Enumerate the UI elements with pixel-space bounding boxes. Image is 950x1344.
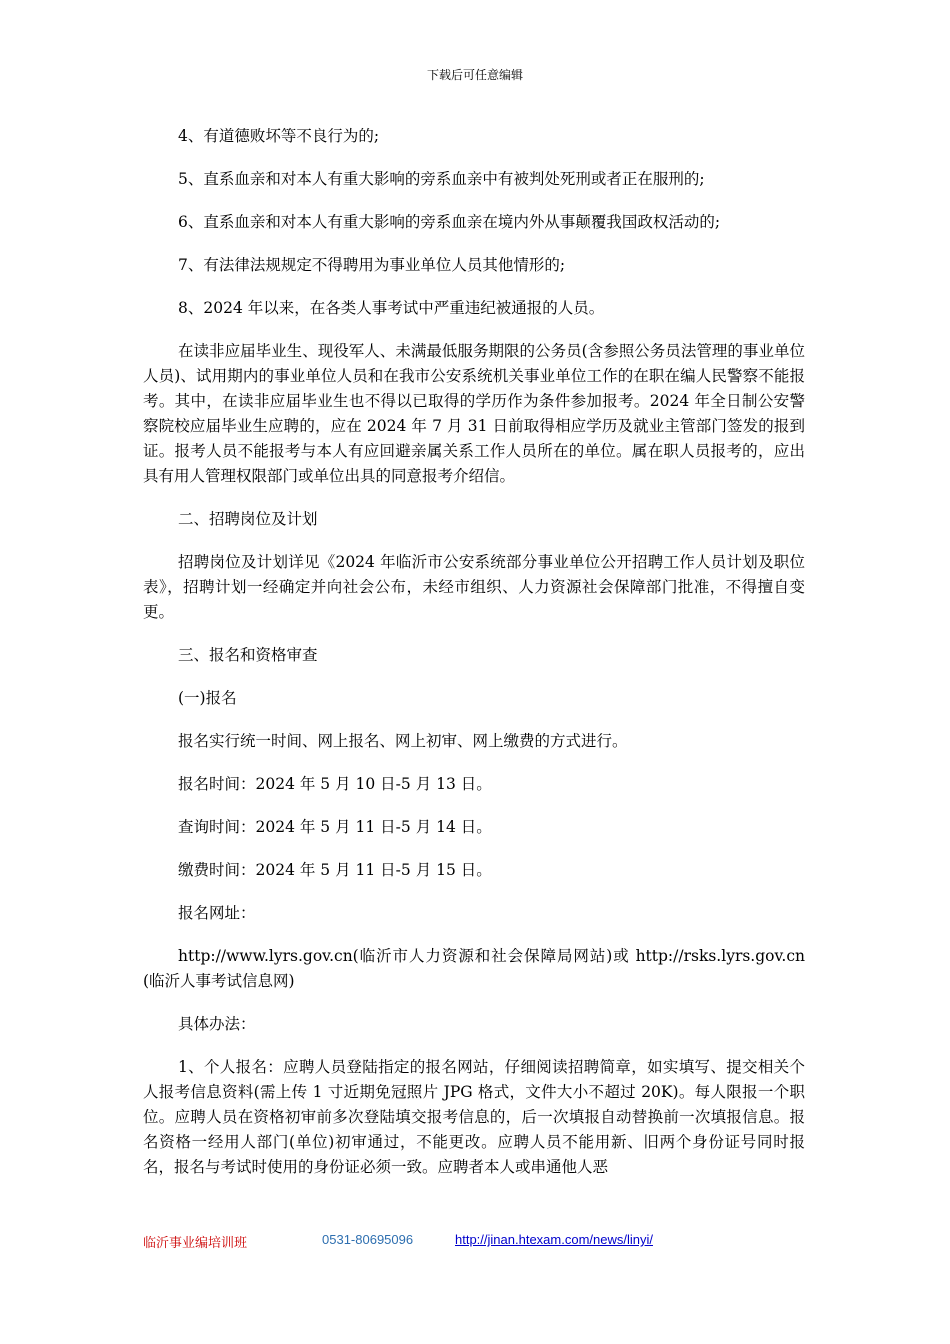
section-heading: 三、报名和资格审查 [178,646,318,664]
paragraph: 8、2024 年以来，在各类人事考试中严重违纪被通报的人员。 [178,299,605,317]
paragraph: 报名实行统一时间、网上报名、网上初审、网上缴费的方式进行。 [178,732,628,750]
subsection-heading: (一)报名 [178,689,237,707]
footer-link[interactable]: http://jinan.htexam.com/news/linyi/ [455,1232,653,1247]
header-note: 下载后可任意编辑 [426,68,523,82]
page-footer [0,1232,950,1252]
paragraph: 5、直系血亲和对本人有重大影响的旁系血亲中有被判处死刑或者正在服刑的; [178,170,705,188]
paragraph: 1、个人报名：应聘人员登陆指定的报名网站，仔细阅读招聘简章，如实填写、提交相关个人报考信息资料(需上传 1 寸近期免冠照片 JPG 格式，文件大小不超过 20K)。每人限报一个职位。应聘人员在资格初审前多次登陆填交报考信息的，后一次填报自动替换前一次填报信息。报名资格一经用人部门(单位)初审通过，不能更改。应聘人员不能用新、旧两个身份证号同时报名，报名与考试时使用的身份证必须一致。应聘者本人或串通他人恶 [143,1058,805,1176]
document-body [143,124,805,1198]
footer-org: 临沂事业编培训班 [143,1236,248,1251]
paragraph: 4、有道德败坏等不良行为的; [178,127,380,145]
paragraph: 报名时间：2024 年 5 月 10 日-5 月 13 日。 [178,775,492,793]
paragraph: 招聘岗位及计划详见《2024 年临沂市公安系统部分事业单位公开招聘工作人员计划及职位表》，招聘计划一经确定并向社会公布，未经市组织、人力资源社会保障部门批准，不得擅自变更。 [143,553,805,621]
footer-phone: 0531-80695096 [322,1232,414,1247]
paragraph: 6、直系血亲和对本人有重大影响的旁系血亲在境内外从事颠覆我国政权活动的; [178,213,721,231]
paragraph: 具体办法： [178,1015,256,1033]
section-heading: 二、招聘岗位及计划 [178,510,318,528]
paragraph: 7、有法律法规规定不得聘用为事业单位人员其他情形的; [178,256,566,274]
paragraph: 缴费时间：2024 年 5 月 11 日-5 月 15 日。 [178,861,492,879]
paragraph: 查询时间：2024 年 5 月 11 日-5 月 14 日。 [178,818,492,836]
paragraph: 在读非应届毕业生、现役军人、未满最低服务期限的公务员(含参照公务员法管理的事业单位人员)、试用期内的事业单位人员和在我市公安系统机关事业单位工作的在职在编人民警察不能报考。其中，在读非应届毕业生也不得以已取得的学历作为条件参加报考。2024 年全日制公安警察院校应届毕业生应聘的，应在 2024 年 7 月 31 日前取得相应学历及就业主管部门签发的报到证。报考人员不能报考与本人有应回避亲属关系工作人员所在的单位。属在职人员报考的，应出具有用人管理权限部门或单位出具的同意报考介绍信。 [143,342,805,485]
paragraph: 报名网址： [178,904,256,922]
paragraph: http://www.lyrs.gov.cn(临沂市人力资源和社会保障局网站)或 http://rsks.lyrs.gov.cn(临沂人事考试信息网) [143,947,805,990]
